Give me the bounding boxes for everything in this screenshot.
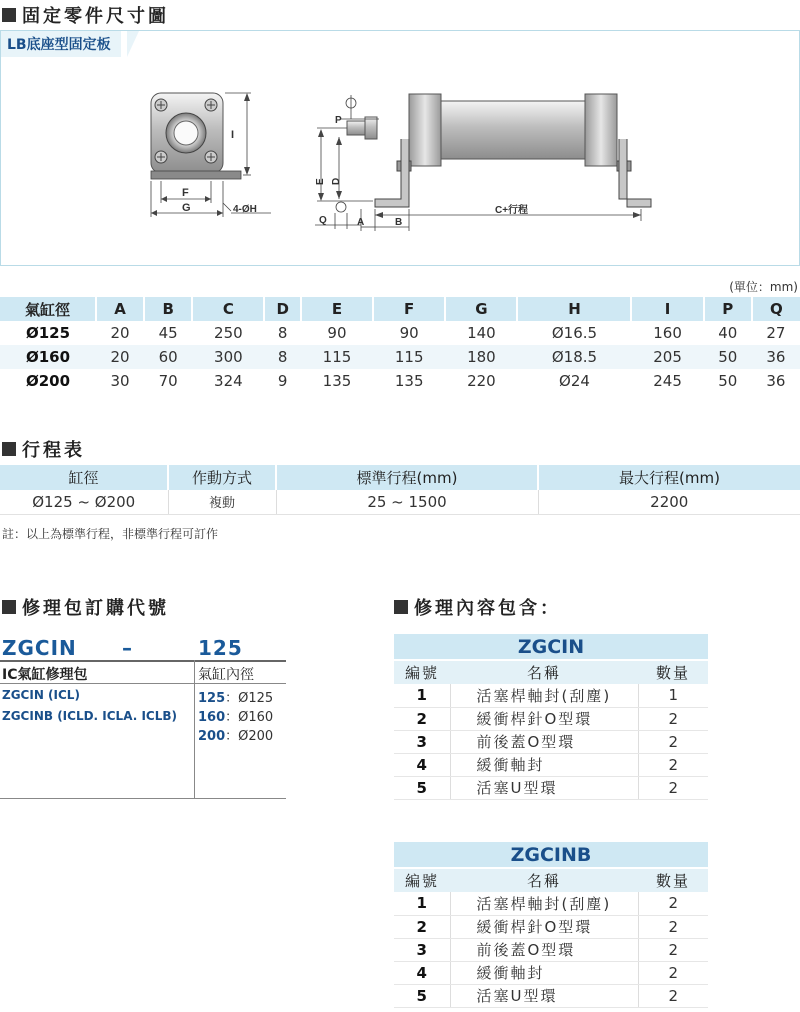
kit-table-zgcinb [394,842,708,1008]
dim-header: G [445,297,517,321]
stroke-cell: 複動 [168,490,276,514]
kit-num: 1 [394,684,450,707]
order-size: 125 [198,636,243,660]
table-row [0,490,800,514]
dim-cell: 140 [467,324,496,342]
dim-cell: Ø16.5 [551,324,598,342]
table-row [394,684,708,707]
dim-cell: 70 [158,372,178,390]
kit-header-row [394,660,708,684]
stroke-cell: 25 ~ 1500 [276,490,538,514]
kit-num: 4 [394,961,450,984]
order-left-item: ZGCIN (ICL) [2,688,80,702]
dim-cell: 20 [110,324,130,342]
order-right-value: ：Ø160 [225,710,274,725]
order-col1-header: IC氣缸修理包 [2,667,88,683]
order-left-item: ZGCINB (ICLD. ICLA. ICLB) [2,709,178,723]
dim-header: I [631,297,703,321]
dim-cell: 40 [718,324,738,342]
dim-cell: 36 [752,345,800,369]
kit-num: 4 [394,753,450,776]
kit-num: 2 [394,915,450,938]
square-bullet-icon [2,442,16,456]
divider [0,798,286,799]
kit-name: 緩衝軸封 [450,961,638,984]
order-right-value: ：Ø200 [225,729,274,744]
kit-name: 前後蓋O型環 [450,730,638,753]
kit-header: 編號 [394,868,450,892]
dim-cell: 36 [766,372,786,390]
dim-cell: 245 [653,372,682,390]
kit-title: ZGCINB [394,842,708,868]
kit-name: 活塞U型環 [450,776,638,799]
kit-qty: 2 [638,892,708,915]
lb-tab: LB底座型固定板 [1,31,121,57]
dim-cell: Ø200 [25,372,71,390]
label-hole: 4-ØH [233,204,257,215]
stroke-cell: 2200 [538,490,800,514]
label-b: B [395,217,403,228]
fixed-parts-title-text: 固定零件尺寸圖 [22,6,169,27]
dim-cell: Ø125 [25,324,71,342]
order-right-code: 160 [198,710,226,725]
dim-cell: 324 [214,372,243,390]
dim-header: C [192,297,264,321]
kit-title: ZGCIN [394,634,708,660]
order-title-text: 修理包訂購代號 [22,598,169,619]
dim-cell: 50 [704,345,752,369]
dim-cell: 180 [445,345,517,369]
dim-cell: Ø18.5 [517,345,631,369]
order-right-item [198,725,273,744]
dim-cell: 135 [322,372,352,390]
kit-name: 前後蓋O型環 [450,938,638,961]
dim-header: P [704,297,752,321]
drawing-panel [0,30,800,266]
stroke-cell: Ø125 ~ Ø200 [0,490,168,514]
table-row [0,369,800,393]
dim-header: E [301,297,373,321]
label-i: I [231,129,235,141]
kit-table-zgcin [394,634,708,800]
fixed-parts-title [2,2,169,28]
kit-name: 緩衝軸封 [450,753,638,776]
table-row [0,345,800,369]
kit-num: 1 [394,892,450,915]
label-d: D [331,177,342,185]
kit-qty: 2 [638,915,708,938]
kit-num: 3 [394,730,450,753]
divider [194,660,195,798]
order-col2-header: 氣缸內徑 [198,667,254,683]
table-row [394,938,708,961]
contents-title [394,594,561,620]
table-row [394,753,708,776]
dim-header: H [517,297,631,321]
order-right-item [198,687,273,706]
stroke-header: 缸徑 [0,465,168,490]
kit-num: 5 [394,984,450,1007]
kit-qty: 2 [638,938,708,961]
table-row [394,961,708,984]
kit-num: 3 [394,938,450,961]
label-stroke: C+行程 [495,205,529,216]
label-q: Q [319,215,327,226]
dim-cell: 90 [399,324,419,342]
kit-header-row [394,868,708,892]
stroke-header: 作動方式 [168,465,276,490]
unit-label: (單位：mm) [729,280,798,294]
kit-name: 活塞桿軸封(刮塵) [450,684,638,707]
dim-cell: 50 [718,372,738,390]
dim-cell: 45 [158,324,178,342]
label-p: P [335,115,342,126]
square-bullet-icon [2,8,16,22]
stroke-title-text: 行程表 [22,440,85,461]
stroke-note: 註：以上為標準行程，非標準行程可訂作 [2,527,219,541]
square-bullet-icon [394,600,408,614]
dim-cell: Ø24 [559,372,590,390]
dimension-table [0,297,800,393]
order-right-value: ：Ø125 [225,691,274,706]
stroke-header-row [0,465,800,490]
kit-qty: 2 [638,707,708,730]
table-row [394,915,708,938]
dim-header: A [96,297,144,321]
dim-cell: 9 [277,372,288,390]
divider [0,660,286,662]
order-dash: – [122,636,132,660]
kit-name: 緩衝桿針O型環 [450,707,638,730]
kit-name: 緩衝桿針O型環 [450,915,638,938]
order-code-block [0,636,286,800]
kit-qty: 2 [638,984,708,1007]
stroke-table [0,465,800,515]
label-g: G [182,202,191,214]
label-f: F [182,187,189,199]
stroke-header: 標準行程(mm) [276,465,538,490]
dim-cell: 90 [327,324,347,342]
square-bullet-icon [2,600,16,614]
dim-cell: 205 [631,345,703,369]
label-a: A [357,217,365,228]
dim-cell: 135 [394,372,424,390]
dim-header: B [144,297,192,321]
dim-header: D [264,297,300,321]
dim-cell: 250 [214,324,243,342]
table-row [394,730,708,753]
kit-num: 2 [394,707,450,730]
dim-cell: Ø160 [0,345,96,369]
dim-cell: 220 [467,372,496,390]
table-row [394,776,708,799]
label-e: E [315,178,326,185]
dim-cell: 300 [192,345,264,369]
dim-header: 氣缸徑 [0,297,96,321]
kit-num: 5 [394,776,450,799]
kit-qty: 2 [638,730,708,753]
side-view [315,94,651,231]
stroke-header: 最大行程(mm) [538,465,800,490]
kit-qty: 1 [638,684,708,707]
dim-cell: 20 [96,345,144,369]
cylinder-drawing [1,31,799,265]
table-row [394,984,708,1007]
stroke-title [2,436,85,462]
order-title [2,594,169,620]
dim-header: Q [752,297,800,321]
front-view [151,93,271,217]
dim-cell: 8 [277,324,288,342]
dim-cell: 115 [301,345,373,369]
order-right-code: 125 [198,691,226,706]
dim-cell: 60 [144,345,192,369]
kit-header: 數量 [638,868,708,892]
kit-header: 數量 [638,660,708,684]
dim-header: F [373,297,445,321]
table-row [394,892,708,915]
dim-cell: 30 [110,372,130,390]
kit-qty: 2 [638,776,708,799]
table-row [394,707,708,730]
kit-header: 名稱 [450,660,638,684]
order-right-item [198,706,273,725]
kit-qty: 2 [638,961,708,984]
order-model: ZGCIN [2,636,77,660]
dim-cell: 27 [766,324,786,342]
kit-name: 活塞U型環 [450,984,638,1007]
table-row [0,321,800,345]
kit-name: 活塞桿軸封(刮塵) [450,892,638,915]
kit-qty: 2 [638,753,708,776]
dim-cell: 115 [373,345,445,369]
kit-header: 名稱 [450,868,638,892]
dim-cell: 8 [264,345,300,369]
dimension-header-row [0,297,800,321]
kit-header: 編號 [394,660,450,684]
contents-title-text: 修理內容包含： [414,598,561,619]
dim-cell: 160 [653,324,682,342]
order-right-code: 200 [198,729,226,744]
